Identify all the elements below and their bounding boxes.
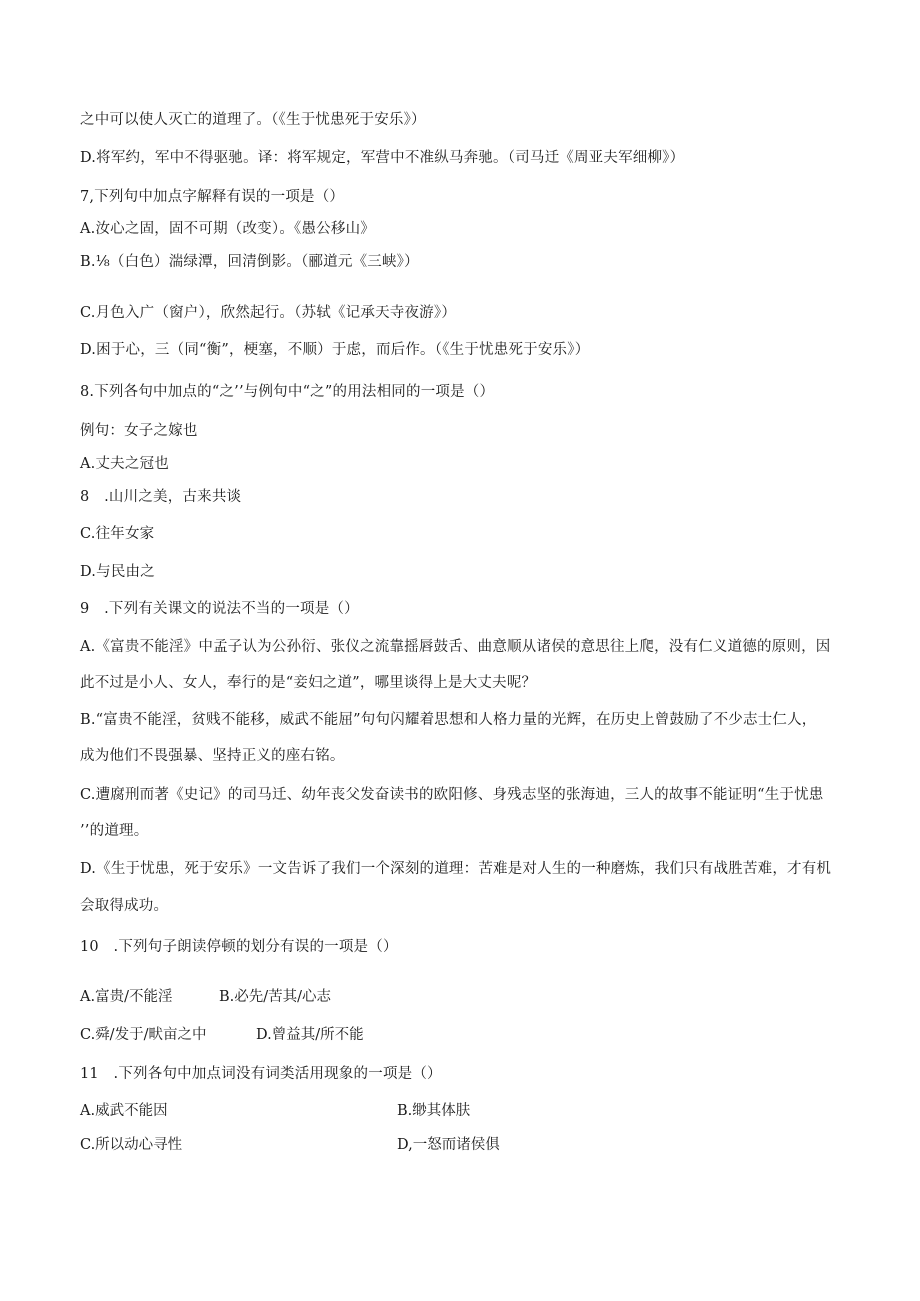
q10-option-d: D.曾益其/所不能: [256, 1027, 364, 1043]
question-10-stem: 10 .下列句子朗读停顿的划分有误的一项是（）: [80, 939, 398, 955]
q10-option-b: B.必先/苦其/心志: [219, 989, 332, 1005]
q9-option-a: A.《富贵不能淫》中孟子认为公孙衍、张仪之流靠摇唇鼓舌、曲意顺从诸侯的意思往上爬，没有仁义道德的原则，因: [80, 639, 831, 655]
q7-option-d: D.困于心，三（同“衡”，梗塞，不顺）于虑，而后作。（《生于忧患死于安乐》）: [80, 342, 590, 358]
q10-option-c: C.舜/发于/畎亩之中: [80, 1027, 207, 1043]
question-8-stem: 8.下列各句中加点的“之’’与例句中“之”的用法相同的一项是（）: [80, 384, 495, 400]
q9-option-c: C.遭腐刑而著《史记》的司马迁、幼年丧父发奋读书的欧阳修、身残志坚的张海迪，三人的故事不能证明“生于忧患: [80, 787, 824, 803]
q9-option-d-cont: 会取得成功。: [80, 898, 169, 914]
question-9-stem: 9 .下列有关课文的说法不当的一项是（）: [80, 601, 359, 617]
question-11-stem: 11 .下列各句中加点词没有词类活用现象的一项是（）: [80, 1066, 442, 1082]
q8-option-b: 8 .山川之美，古来共谈: [80, 489, 242, 505]
q11-option-c: C.所以动心寻性: [80, 1137, 183, 1153]
q8-option-c: C.往年女家: [80, 526, 155, 542]
q9-option-b: B.“富贵不能淫，贫贱不能移，威武不能屈”句句闪耀着思想和人格力量的光辉，在历史上曾鼓励了不少志士仁人，: [80, 712, 817, 728]
q7-option-c: C.月色入广（窗户），欣然起行。（苏轼《记承天寺夜游》）: [80, 305, 457, 321]
q10-option-a: A.富贵/不能淫: [80, 989, 173, 1005]
q11-option-a: A.威武不能因: [80, 1103, 168, 1119]
q8-option-a: A.丈夫之冠也: [80, 456, 169, 472]
q9-option-d: D.《生于忧患，死于安乐》一文告诉了我们一个深刻的道理：苦难是对人生的一种磨炼，我们只有战胜苦难，才有机: [80, 861, 832, 877]
q9-option-a-cont: 此不过是小人、女人，奉行的是“妾妇之道”，哪里谈得上是大丈夫呢？: [80, 675, 537, 691]
question-7-stem: 7,下列句中加点字解释有误的一项是（）: [80, 189, 345, 205]
q7-option-b: B.⅛（白色）湍绿潭，回清倒影。（郦道元《三峡》）: [80, 254, 419, 270]
q11-option-d: D,一怒而诸侯俱: [397, 1137, 500, 1153]
q9-option-c-cont: ’’的道理。: [80, 823, 149, 839]
q8-option-d: D.与民由之: [80, 564, 155, 580]
q11-option-b: B.缈其体肤: [397, 1103, 471, 1119]
q9-option-b-cont: 成为他们不畏强暴、坚持正义的座右铭。: [80, 748, 345, 764]
text-line: D.将军约，军中不得驱驰。译：将军规定，军营中不准纵马奔驰。（司马迁《周亚夫军细柳》）: [80, 150, 685, 166]
text-line: 之中可以使人灭亡的道理了。（《生于忧患死于安乐》）: [80, 112, 426, 128]
q7-option-a: A.汝心之固，固不可期（改变）。《愚公移山》: [80, 221, 375, 237]
q8-example: 例句：女子之嫁也: [80, 423, 198, 439]
